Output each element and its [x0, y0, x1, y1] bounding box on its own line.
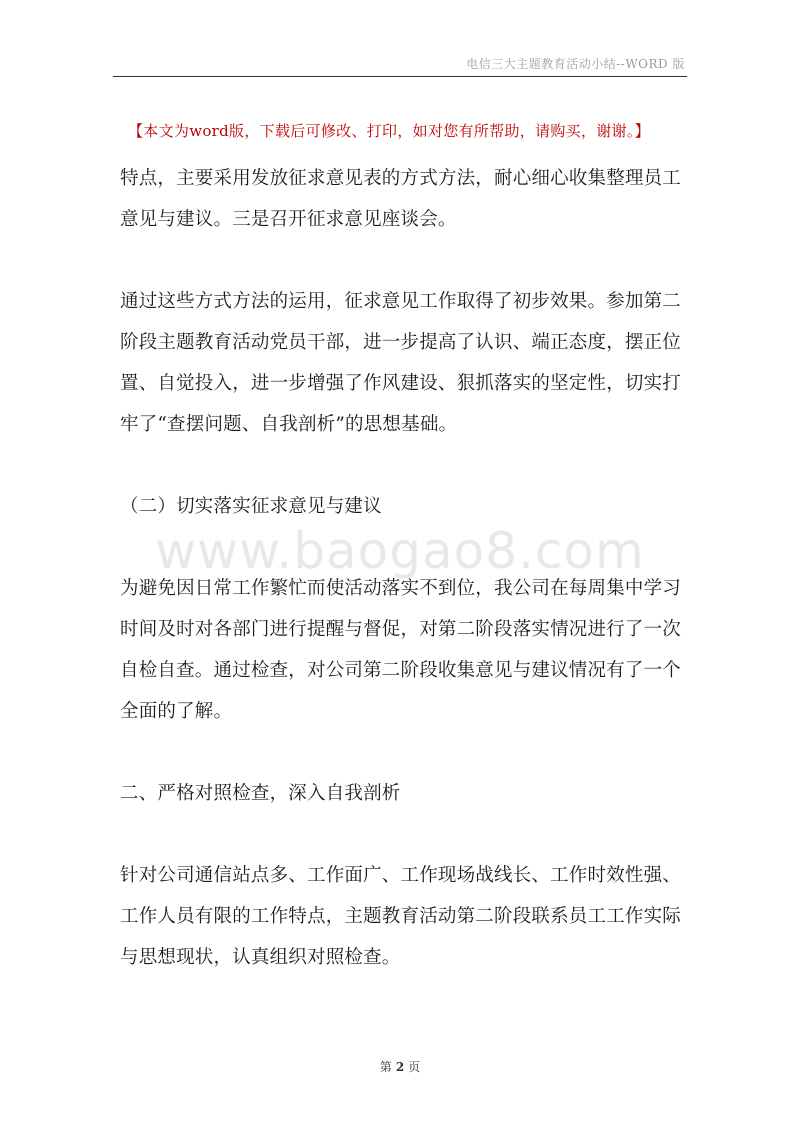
paragraph: 为避免因日常工作繁忙而使活动落实不到位，我公司在每周集中学习时间及时对各部门进行提醒与督促，对第二阶段落实情况进行了一次自检自查。通过检查，对公司第二阶段收集意见与建议情况有了一个全面的了解。 [120, 578, 682, 722]
page-number: 2 [395, 1060, 405, 1074]
paragraph: 针对公司通信站点多、工作面广、工作现场战线长、工作时效性强、工作人员有限的工作特点，主题教育活动第二阶段联系员工工作实际与思想现状，认真组织对照检查。 [120, 865, 682, 968]
section-heading: 二、严格对照检查，深入自我剖析 [120, 783, 401, 804]
running-header: 电信三大主题教育活动小结--WORD 版 [466, 57, 685, 71]
watermark: www.baogao8.com [155, 522, 645, 580]
section-heading: （二）切实落实征求意见与建议 [120, 496, 382, 517]
footer-suffix: 页 [408, 1060, 421, 1074]
paragraph: 通过这些方式方法的运用，征求意见工作取得了初步效果。参加第二阶段主题教育活动党员干部，进一步提高了认识、端正态度，摆正位置、自觉投入，进一步增强了作风建设、狠抓落实的坚定性，切实打牢了“查摆问题、自我剖析”的思想基础。 [120, 291, 682, 435]
download-notice: 【本文为word版，下载后可修改、打印，如对您有所帮助，请购买，谢谢。】 [128, 122, 650, 140]
footer-prefix: 第 [379, 1060, 392, 1074]
paragraph: 特点，主要采用发放征求意见表的方式方法，耐心细心收集整理员工意见与建议。三是召开征求意见座谈会。 [120, 168, 682, 230]
document-body [120, 158, 685, 978]
header-divider [113, 76, 687, 77]
page-footer [0, 1058, 800, 1075]
